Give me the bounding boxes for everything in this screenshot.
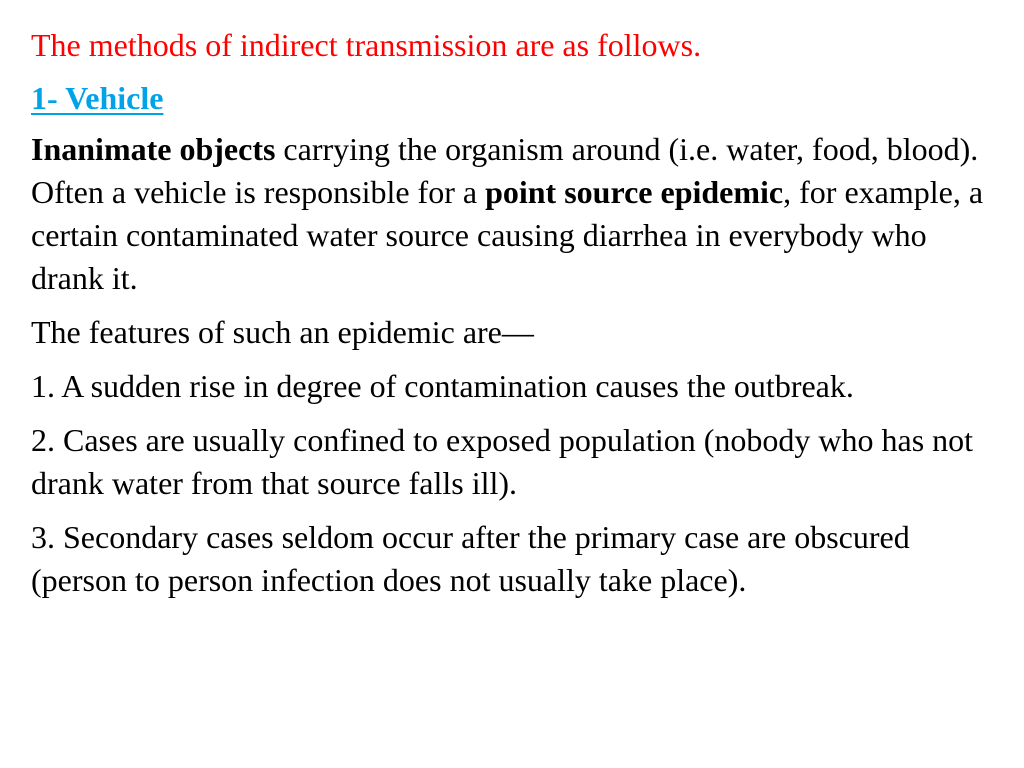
feature-item-2: 2. Cases are usually confined to exposed population (nobody who has not drank water from that source falls ill). bbox=[31, 422, 974, 501]
section-heading: 1- Vehicle bbox=[31, 80, 164, 116]
definition-text-1: carrying the organism around (i.e. water, food, blood). Often a vehicle is responsible for a bbox=[31, 131, 979, 210]
feature-item-3: 3. Secondary cases seldom occur after the primary case are obscured (person to person infection does not usually take place). bbox=[31, 519, 910, 598]
term-point-source-epidemic: point source epidemic bbox=[485, 174, 784, 210]
intro-line: The methods of indirect transmission are as follows. bbox=[31, 27, 702, 63]
definition-text-2: , for example, a certain contaminated water source causing diarrhea in everybody who drank it. bbox=[31, 174, 984, 296]
slide-content bbox=[31, 24, 1006, 613]
term-inanimate-objects: Inanimate objects bbox=[31, 131, 276, 167]
definition-paragraph bbox=[31, 128, 1006, 300]
feature-item-1: 1. A sudden rise in degree of contamination causes the outbreak. bbox=[31, 368, 854, 404]
features-intro: The features of such an epidemic are— bbox=[31, 314, 534, 350]
